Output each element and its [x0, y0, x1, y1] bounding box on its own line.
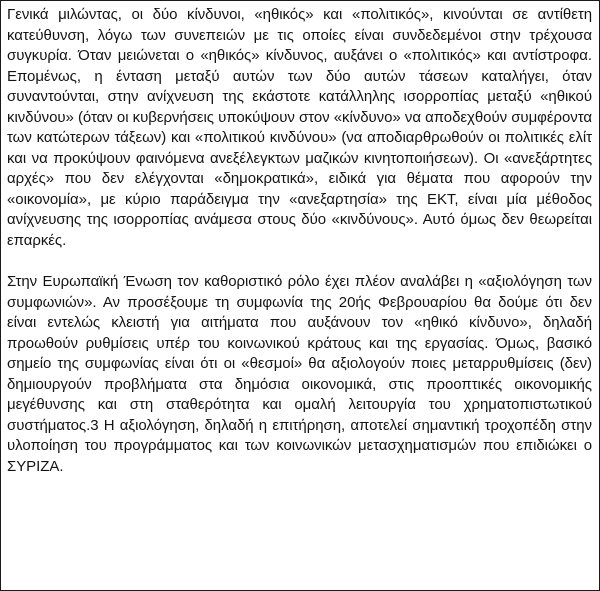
document-body [1, 1, 599, 477]
paragraph-moral-political-risk: Γενικά μιλώντας, οι δύο κίνδυνοι, «ηθικός» και «πολιτικός», κινούνται σε αντίθετη κατεύθυνση, λόγω των συνεπειών με τις οποίες είναι συνδεδεμένοι στην τρέχουσα συγκυρία. Όταν μειώνεται ο «ηθικός» κίνδυνος, αυξάνει ο «πολιτικός» και αντίστροφα. Επομένως, η ένταση μεταξύ αυτών των δύο αυτών τάσεων καταλήγει, όταν συναντούνται, στην ανίχνευση της εκάστοτε κατάλληλης ισορροπίας μεταξύ «ηθικού κινδύνου» (όταν οι κυβερνήσεις υποκύψουν στον «κίνδυνο» να αποδεχθούν συμφέροντα των κατώτερων τάξεων) και «πολιτικού κινδύνου» (να αποδιαρθρωθούν οι πολιτικές ελίτ και να προκύψουν φαινόμενα ανεξέλεγκτων μαζικών κινητοποιήσεων). Οι «ανεξάρτητες αρχές» που δεν ελέγχονται «δημοκρατικά», ειδικά για θέματα που αφορούν την «οικονομία», με κύριο παράδειγμα την «ανεξαρτησία» της ΕΚΤ, είναι μία μέθοδος ανίχνευσης της ισορροπίας ανάμεσα στους δύο «κινδύνους». Αυτό όμως δεν θεωρείται επαρκές. [7, 6, 592, 249]
paragraph-agreement-evaluation: Στην Ευρωπαϊκή Ένωση τον καθοριστικό ρόλο έχει πλέον αναλάβει η «αξιολόγηση των συμφωνιών». Αν προσέξουμε τη συμφωνία της 20ής Φεβρουαρίου θα δούμε ότι δεν είναι εντελώς κλειστή για αιτήματα που αυξάνουν τον «ηθικό κίνδυνο», δηλαδή προωθούν ρυθμίσεις υπέρ του κοινωνικού κράτους και της εργασίας. Όμως, βασικό σημείο της συμφωνίας είναι ότι οι «θεσμοί» θα αξιολογούν ποιες μεταρρυθμίσεις (δεν) δημιουργούν προβλήματα στα δημόσια οικονομικά, στις προοπτικές οικονομικής μεγέθυνσης και στη σταθερότητα και ομαλή λειτουργία του χρηματοπιστωτικού συστήματος.3 Η αξιολόγηση, δηλαδή η επιτήρηση, αποτελεί σημαντική τροχοπέδη στην υλοποίηση του προγράμματος και των κοινωνικών μετασχηματισμών που επιδιώκει ο ΣΥΡΙΖΑ. [7, 273, 592, 475]
